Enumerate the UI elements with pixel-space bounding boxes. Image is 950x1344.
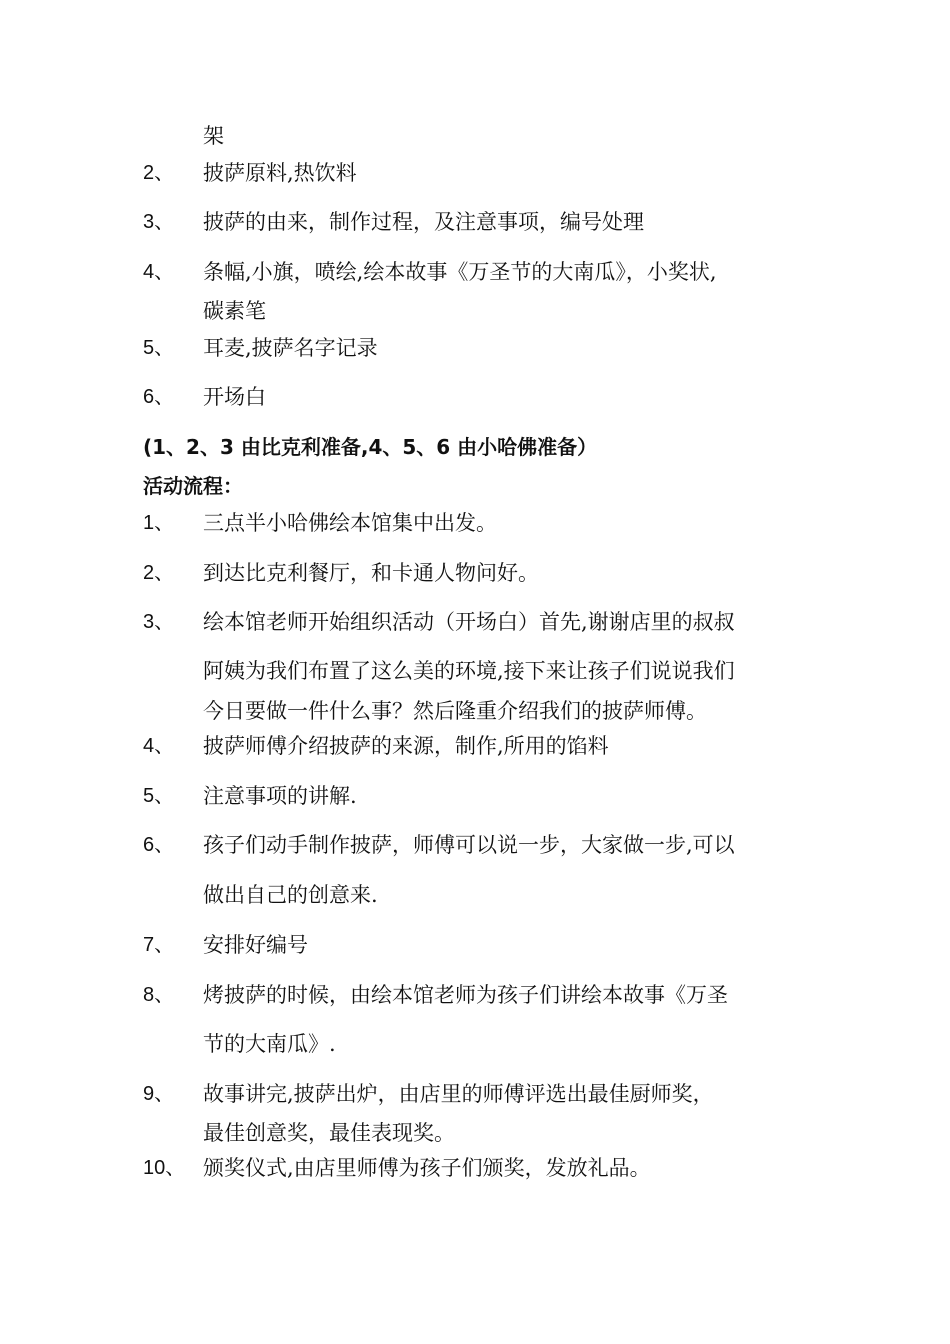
list-text: 三点半小哈佛绘本馆集中出发。 [203,511,497,535]
list-number: 6、 [143,834,175,856]
list-number: 5、 [143,785,175,807]
list-text: 条幅,小旗，喷绘,绘本故事《万圣节的大南瓜》，小奖状, [203,260,717,284]
list-number: 10、 [143,1157,186,1179]
list-number: 4、 [143,261,175,283]
list-number: 3、 [143,611,175,633]
flow-item-7 [0,930,950,960]
prep-item-4 [0,257,950,287]
list-number: 1、 [143,512,175,534]
flow-heading-line [0,471,950,501]
list-number: 8、 [143,984,175,1006]
prep-note: (1、2、3 由比克利准备,4、5、6 由小哈佛准备） [143,435,598,459]
flow-item-10 [0,1153,950,1183]
flow-item-2 [0,558,950,588]
prep-item-3 [0,207,950,237]
list-number: 2、 [143,562,175,584]
list-text: 披萨师傅介绍披萨的来源，制作,所用的馅料 [203,734,609,758]
list-text: 绘本馆老师开始组织活动（开场白）首先,谢谢店里的叔叔 [203,610,735,634]
flow-item-4 [0,731,950,761]
list-number: 9、 [143,1083,175,1105]
prep-continuation-text: 架 [203,124,224,148]
list-text: 今日要做一件什么事？然后隆重介绍我们的披萨师傅。 [203,699,707,723]
list-text: 开场白 [203,385,266,409]
prep-continuation-line [0,121,950,151]
list-number: 4、 [143,735,175,757]
list-text: 做出自己的创意来. [203,883,378,907]
list-text: 故事讲完,披萨出炉，由店里的师傅评选出最佳厨师奖， [203,1082,714,1106]
list-number: 5、 [143,337,175,359]
prep-note-line [0,432,950,462]
prep-item-5 [0,333,950,363]
prep-item-2 [0,158,950,188]
list-text: 烤披萨的时候，由绘本馆老师为孩子们讲绘本故事《万圣 [203,983,728,1007]
list-text: 注意事项的讲解. [203,784,357,808]
list-text: 节的大南瓜》. [203,1032,336,1056]
prep-item-4-continuation [0,296,950,326]
flow-item-8-continuation [0,1029,950,1059]
list-text: 阿姨为我们布置了这么美的环境,接下来让孩子们说说我们 [203,659,735,683]
flow-item-6 [0,830,950,860]
flow-item-5 [0,781,950,811]
flow-item-9-continuation [0,1118,950,1148]
flow-item-3-continuation [0,656,950,686]
flow-item-6-continuation [0,880,950,910]
list-text: 耳麦,披萨名字记录 [203,336,378,360]
list-text: 颁奖仪式,由店里师傅为孩子们颁奖，发放礼品。 [203,1156,651,1180]
flow-item-3-continuation [0,696,950,726]
list-text: 安排好编号 [203,933,308,957]
prep-item-6 [0,382,950,412]
list-text: 最佳创意奖，最佳表现奖。 [203,1121,455,1145]
list-text: 到达比克利餐厅，和卡通人物问好。 [203,561,539,585]
flow-item-8 [0,980,950,1010]
list-text: 孩子们动手制作披萨，师傅可以说一步，大家做一步,可以 [203,833,735,857]
section-heading: 活动流程： [143,474,243,498]
list-text: 碳素笔 [203,299,266,323]
list-number: 7、 [143,934,175,956]
flow-item-1 [0,508,950,538]
list-number: 6、 [143,386,175,408]
flow-item-9 [0,1079,950,1109]
list-number: 3、 [143,211,175,233]
flow-item-3 [0,607,950,637]
list-text: 披萨的由来，制作过程，及注意事项，编号处理 [203,210,644,234]
list-number: 2、 [143,162,175,184]
list-text: 披萨原料,热饮料 [203,161,357,185]
